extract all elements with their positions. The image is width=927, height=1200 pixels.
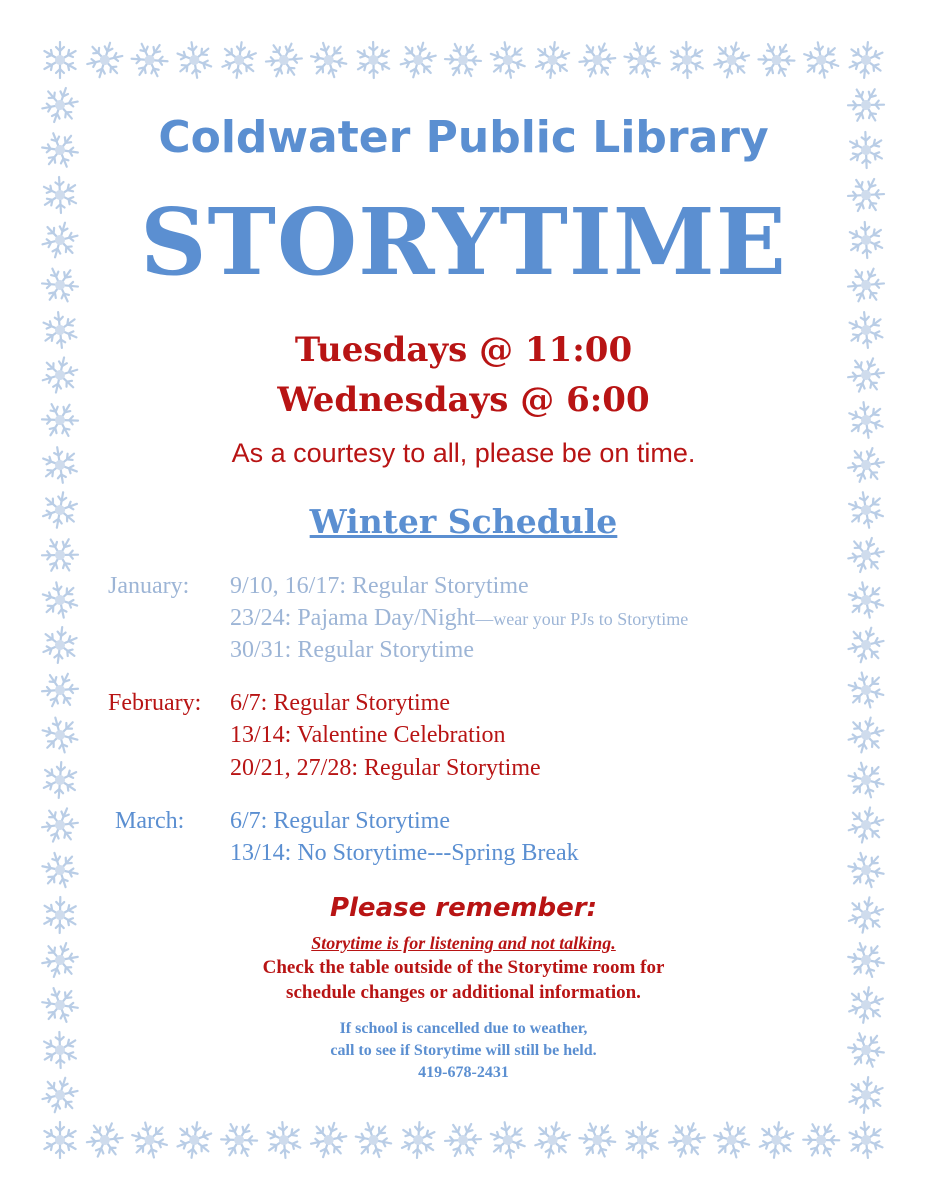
february-line-3: 20/21, 27/28: Regular Storytime [230, 755, 541, 781]
february-line-2: 13/14: Valentine Celebration [230, 722, 506, 748]
february-line-1: 6/7: Regular Storytime [230, 690, 450, 716]
weather-line-1: If school is cancelled due to weather, [339, 1020, 588, 1037]
courtesy-note: As a courtesy to all, please be on time. [231, 438, 696, 468]
march-line-1: 6/7: Regular Storytime [230, 808, 450, 834]
january-line-2-main: 23/24: Pajama Day/Night [230, 605, 476, 631]
january-line-3: 30/31: Regular Storytime [230, 637, 474, 663]
pajama-note: —wear your PJs to Storytime [475, 609, 689, 629]
january-label: January: [108, 573, 190, 599]
library-name: Coldwater Public Library [158, 112, 769, 163]
listening-rule: Storytime is for listening and not talking. [311, 933, 616, 953]
february-label: February: [108, 690, 202, 716]
wednesday-time: Wednesdays @ 6:00 [277, 380, 650, 420]
january-line-1: 9/10, 16/17: Regular Storytime [230, 573, 529, 599]
check-table-line-2: schedule changes or additional information. [286, 982, 641, 1003]
weather-line-2: call to see if Storytime will still be held. [330, 1042, 597, 1059]
march-label: March: [115, 808, 185, 834]
remember-heading: Please remember: [329, 893, 598, 923]
check-table-line-1: Check the table outside of the Storytime room for [262, 957, 665, 978]
schedule-heading: Winter Schedule [309, 502, 618, 541]
january-line-2 [230, 605, 688, 632]
tuesday-time: Tuesdays @ 11:00 [294, 330, 633, 370]
march-line-2: 13/14: No Storytime---Spring Break [230, 840, 579, 866]
event-title: STORYTIME [140, 188, 787, 296]
phone-number: 419-678-2431 [418, 1064, 509, 1081]
